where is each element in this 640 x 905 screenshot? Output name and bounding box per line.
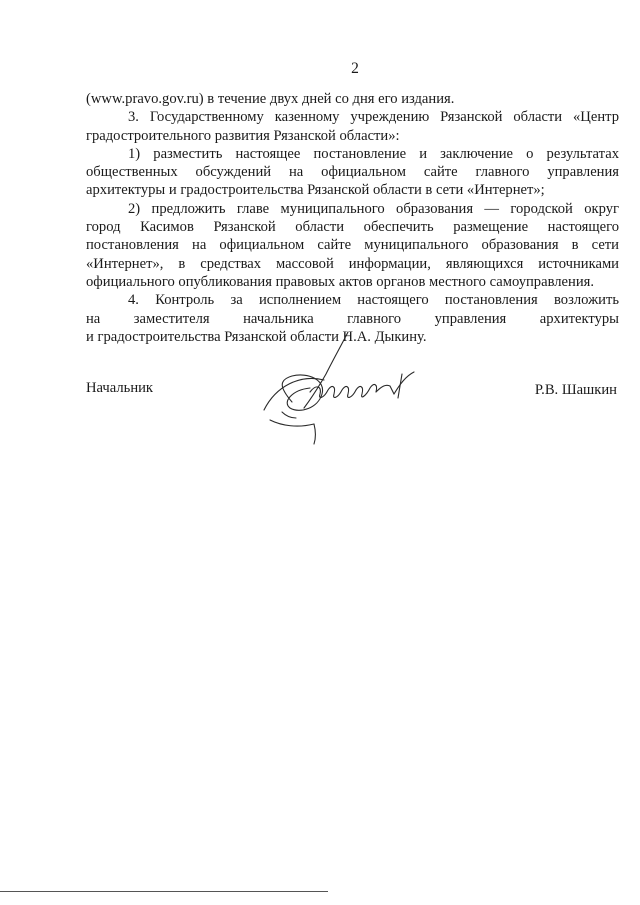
- page-number: 2: [351, 60, 359, 77]
- paragraph-item-3: [86, 108, 619, 145]
- text-line: архитектуры и градостроительства Рязанской области в сети «Интернет»;: [86, 182, 545, 199]
- text-line: и градостроительства Рязанской области Н.А. Дыкину.: [86, 328, 427, 345]
- text-line: 2) предложить главе муниципального образования — городской округ: [128, 200, 619, 217]
- text-line: общественных обсуждений на официальном сайте главного управления: [86, 164, 619, 181]
- signature-block: [86, 380, 619, 404]
- text-line: город Касимов Рязанской области обеспечить размещение настоящего: [86, 219, 619, 236]
- text-line: 3. Государственному казенному учреждению Рязанской области «Центр: [128, 109, 619, 126]
- text-line: «Интернет», в средствах массовой информации, являющихся источниками: [86, 255, 619, 272]
- signatory-name: Р.В. Шашкин: [534, 382, 617, 398]
- paragraph-item-3-1: [86, 145, 619, 200]
- text-line: 1) разместить настоящее постановление и заключение о результатах: [128, 145, 619, 162]
- text-line: постановления на официальном сайте муниципального образования в сети: [86, 237, 619, 254]
- text-line: 4. Контроль за исполнением настоящего постановления возложить: [128, 292, 619, 309]
- text-line: официального опубликования правовых актов органов местного самоуправления.: [86, 273, 595, 290]
- paragraph-continuation: [86, 90, 619, 108]
- footer-rule: [0, 891, 328, 892]
- text-line: на заместителя начальника главного управления архитектуры: [86, 310, 619, 327]
- signatory-position: Начальник: [86, 380, 154, 396]
- text-line: градостроительного развития Рязанской области»:: [86, 127, 400, 144]
- document-body: [86, 90, 619, 346]
- text-line: (www.pravo.gov.ru) в течение двух дней со дня его издания.: [86, 91, 455, 107]
- paragraph-item-3-2: [86, 200, 619, 291]
